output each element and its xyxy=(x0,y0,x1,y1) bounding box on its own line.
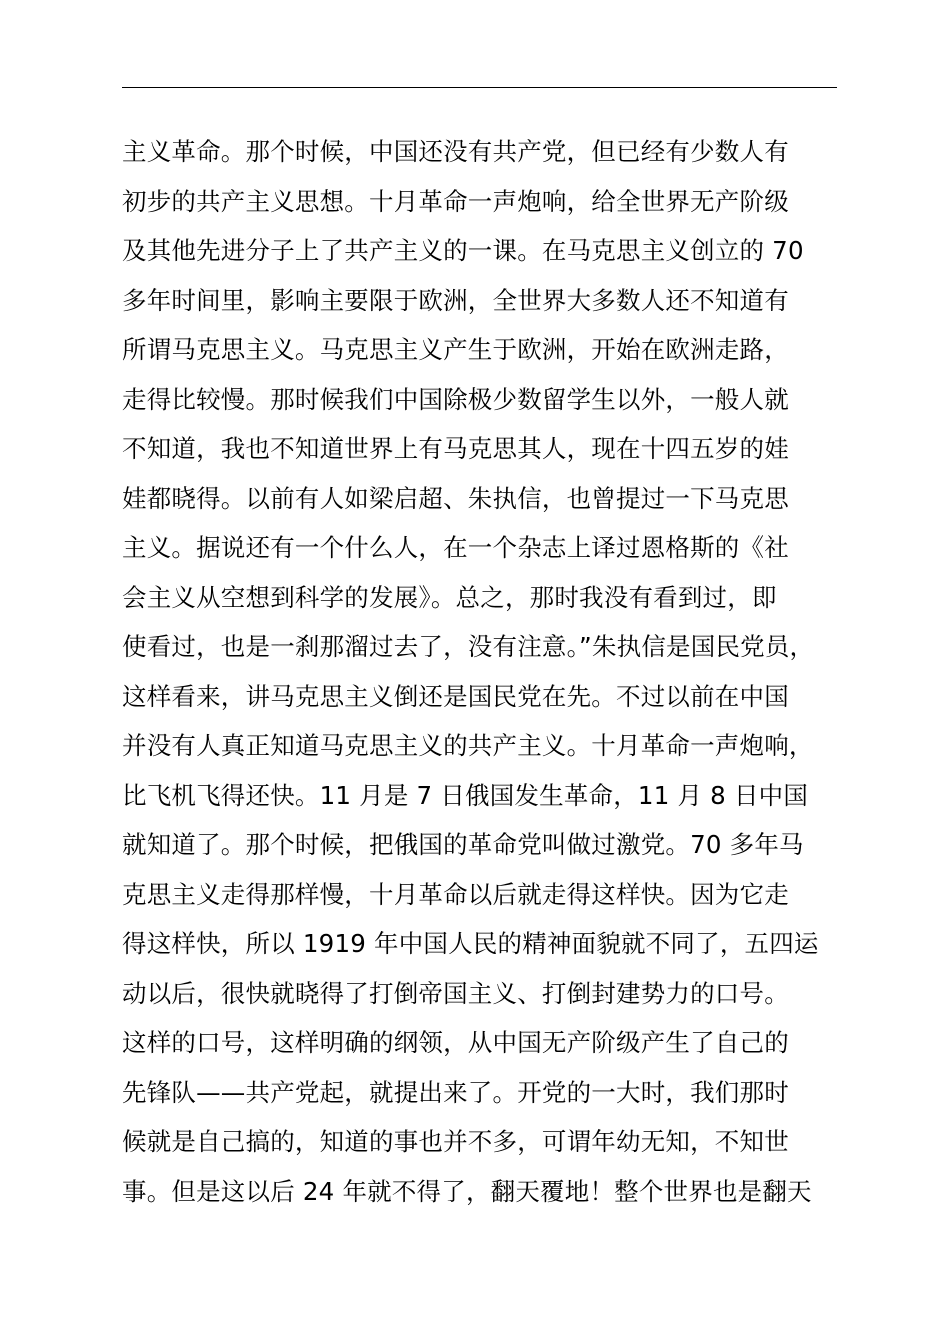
text-line: 会主义从空想到科学的发展》。总之，那时我没有看到过，即 xyxy=(122,582,777,612)
text-line: 及其他先进分子上了共产主义的一课。在马克思主义创立的 70 xyxy=(122,236,804,265)
text-line: 多年时间里，影响主要限于欧洲，全世界大多数人还不知道有 xyxy=(122,285,789,315)
text-line: 就知道了。那个时候，把俄国的革命党叫做过激党。70 多年马 xyxy=(122,830,804,859)
text-line: 比飞机飞得还快。11 月是 7 日俄国发生革命，11 月 8 日中国 xyxy=(122,780,809,810)
text-line: 事。但是这以后 24 年就不得了，翻天覆地！整个世界也是翻天 xyxy=(122,1176,812,1206)
text-line: 这样的口号，这样明确的纲领，从中国无产阶级产生了自己的 xyxy=(122,1028,789,1057)
text-line: 动以后，很快就晓得了打倒帝国主义、打倒封建势力的口号。 xyxy=(122,978,789,1008)
text-line: 先锋队——共产党起，就提出来了。开党的一大时，我们那时 xyxy=(122,1077,789,1107)
text-line: 得这样快，所以 1919 年中国人民的精神面貌就不同了，五四运 xyxy=(122,929,819,958)
text-line: 走得比较慢。那时候我们中国除极少数留学生以外，一般人就 xyxy=(122,384,789,414)
text-line: 不知道，我也不知道世界上有马克思其人，现在十四五岁的娃 xyxy=(122,434,789,463)
document-body xyxy=(122,127,882,1216)
text-line: 克思主义走得那样慢，十月革命以后就走得这样快。因为它走 xyxy=(122,879,789,909)
text-line: 使看过，也是一刹那溜过去了，没有注意。”朱执信是国民党员， xyxy=(122,632,815,661)
header-rule xyxy=(122,87,837,88)
text-line: 主义。据说还有一个什么人，在一个杂志上译过恩格斯的《社 xyxy=(122,533,789,562)
text-line: 初步的共产主义思想。十月革命一声炮响，给全世界无产阶级 xyxy=(122,186,789,216)
text-line: 这样看来，讲马克思主义倒还是国民党在先。不过以前在中国 xyxy=(122,681,789,711)
text-line: 娃都晓得。以前有人如梁启超、朱执信，也曾提过一下马克思 xyxy=(122,483,789,513)
text-line: 候就是自己搞的，知道的事也并不多，可谓年幼无知，不知世 xyxy=(122,1127,789,1156)
text-line: 主义革命。那个时候，中国还没有共产党，但已经有少数人有 xyxy=(122,137,789,166)
text-line: 所谓马克思主义。马克思主义产生于欧洲，开始在欧洲走路， xyxy=(122,335,789,364)
text-line: 并没有人真正知道马克思主义的共产主义。十月革命一声炮响， xyxy=(122,731,814,760)
